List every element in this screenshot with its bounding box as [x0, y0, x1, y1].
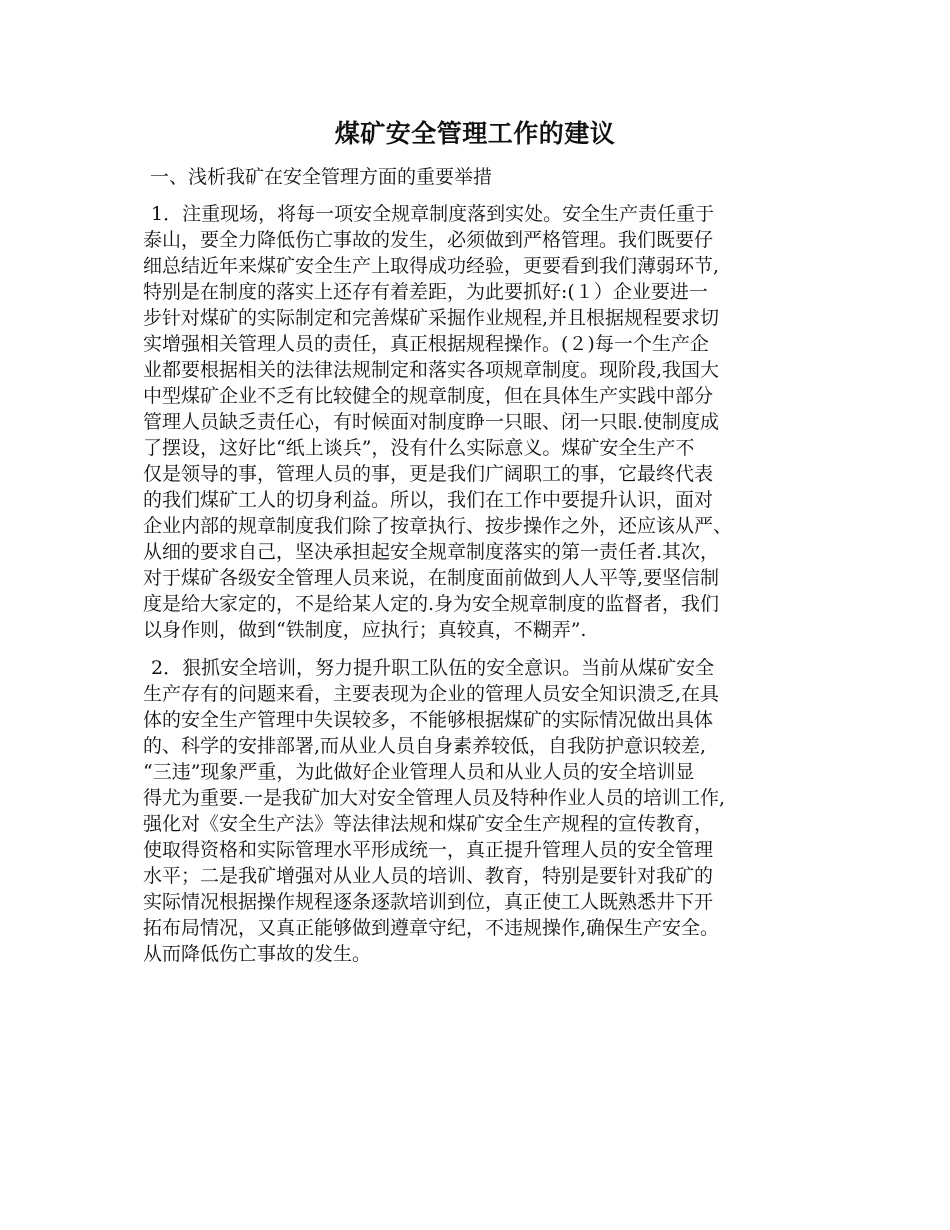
paragraph-line: 企业内部的规章制度我们除了按章执行、按步操作之外，还应该从严、 [143, 515, 733, 537]
paragraph-line: “三违”现象严重，为此做好企业管理人员和从业人员的安全培训显 [143, 761, 695, 783]
paragraph-line: 2．狠抓安全培训，努力提升职工队伍的安全意识。当前从煤矿安全 [151, 657, 715, 679]
paragraph-line: 对于煤矿各级安全管理人员来说，在制度面前做到人人平等,要坚信制 [143, 567, 720, 589]
paragraph-line: 拓布局情况，又真正能够做到遵章守纪，不违规操作,确保生产安全。 [143, 917, 720, 939]
paragraph-line: 使取得资格和实际管理水平形成统一，真正提升管理人员的安全管理 [143, 839, 714, 861]
paragraph-line: 实际情况根据操作规程逐条逐款培训到位，真正使工人既熟悉井下开 [143, 891, 714, 913]
paragraph-line: 生产存有的问题来看，主要表现为企业的管理人员安全知识溃乏,在具 [143, 683, 720, 705]
paragraph-1 [143, 201, 803, 643]
paragraph-line: 得尤为重要.一是我矿加大对安全管理人员及特种作业人员的培训工作, [143, 787, 726, 809]
paragraph-line: 的、科学的安排部署,而从业人员自身素养较低，自我防护意识较差, [143, 735, 707, 757]
paragraph-line: 仅是领导的事，管理人员的事，更是我们广阔职工的事，它最终代表 [143, 463, 714, 485]
paragraph-line: 水平；二是我矿增强对从业人员的培训、教育，特别是要针对我矿的 [143, 865, 714, 887]
paragraph-line: 的我们煤矿工人的切身利益。所以，我们在工作中要提升认识，面对 [143, 489, 714, 511]
paragraph-line: 泰山，要全力降低伤亡事故的发生，必须做到严格管理。我们既要仔 [143, 229, 714, 251]
paragraph-line: 从而降低伤亡事故的发生。 [143, 943, 372, 965]
paragraph-line: 实增强相关管理人员的责任，真正根据规程操作。(２)每一个生产企 [143, 333, 709, 355]
paragraph-line: 1．注重现场，将每一项安全规章制度落到实处。安全生产责任重于 [151, 203, 715, 225]
section-heading: 一、浅析我矿在安全管理方面的重要举措 [150, 166, 493, 188]
paragraph-line: 中型煤矿企业不乏有比较健全的规章制度，但在具体生产实践中部分 [143, 385, 714, 407]
paragraph-line: 业都要根据相关的法律法规制定和落实各项规章制度。现阶段,我国大 [143, 359, 720, 381]
paragraph-line: 了摆设，这好比“纸上谈兵”，没有什么实际意义。煤矿安全生产不 [143, 437, 695, 459]
paragraph-line: 强化对《安全生产法》等法律法规和煤矿安全生产规程的宣传教育， [143, 813, 714, 835]
paragraph-line: 特别是在制度的落实上还存有着差距，为此要抓好:(１）企业要进一 [143, 281, 708, 303]
paragraph-line: 步针对煤矿的实际制定和完善煤矿采掘作业规程,并且根据规程要求切 [143, 307, 720, 329]
paragraph-line: 细总结近年来煤矿安全生产上取得成功经验，更要看到我们薄弱环节, [143, 255, 720, 277]
paragraph-line: 从细的要求自己，坚决承担起安全规章制度落实的第一责任者.其次， [143, 541, 720, 563]
paragraph-2 [143, 655, 803, 967]
paragraph-line: 管理人员缺乏责任心，有时候面对制度睁一只眼、闭一只眼.使制度成 [143, 411, 720, 433]
paragraph-line: 以身作则，做到“铁制度，应执行；真较真，不糊弄”. [143, 619, 587, 641]
document-title: 煤矿安全管理工作的建议 [334, 119, 616, 148]
paragraph-line: 度是给大家定的，不是给某人定的.身为安全规章制度的监督者，我们 [143, 593, 720, 615]
paragraph-line: 体的安全生产管理中失误较多，不能够根据煤矿的实际情况做出具体 [143, 709, 714, 731]
